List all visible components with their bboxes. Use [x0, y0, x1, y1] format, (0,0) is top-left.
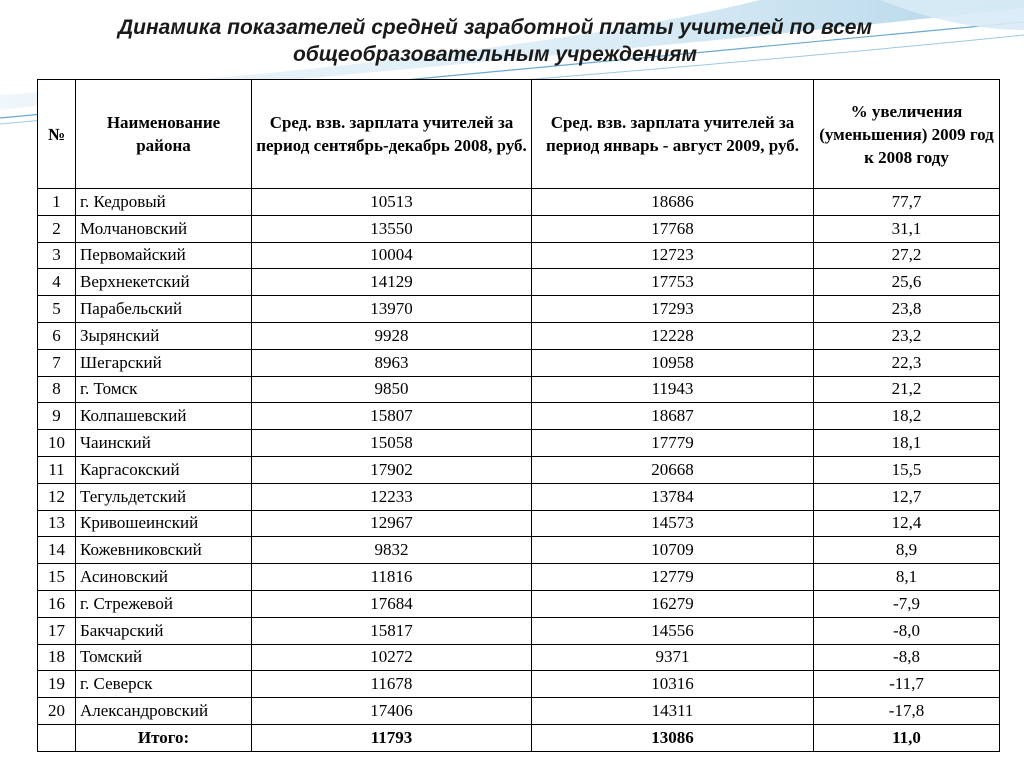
table-row: [38, 510, 1000, 537]
page-title: [60, 14, 930, 68]
salary-2008-cell: 10513: [252, 189, 532, 216]
header-salary-2009: Сред. взв. зарплата учителей за период январь - август 2009, руб.: [532, 80, 814, 189]
percent-change-cell: 18,1: [814, 430, 1000, 457]
salary-table: [37, 79, 1000, 752]
row-number-cell: 6: [38, 322, 76, 349]
row-number-cell: 8: [38, 376, 76, 403]
district-name-cell: Парабельский: [76, 296, 252, 323]
salary-2008-cell: 11678: [252, 671, 532, 698]
district-name-cell: Первомайский: [76, 242, 252, 269]
table-row: [38, 349, 1000, 376]
district-name-cell: Чаинский: [76, 430, 252, 457]
salary-2008-cell: 10004: [252, 242, 532, 269]
percent-change-cell: 12,4: [814, 510, 1000, 537]
table-row: [38, 322, 1000, 349]
table-row: [38, 456, 1000, 483]
district-name-cell: г. Северск: [76, 671, 252, 698]
district-name-cell: Асиновский: [76, 564, 252, 591]
district-name-cell: г. Стрежевой: [76, 590, 252, 617]
district-name-cell: Александровский: [76, 698, 252, 725]
percent-change-cell: 23,8: [814, 296, 1000, 323]
salary-2009-cell: 17779: [532, 430, 814, 457]
row-number-cell: 2: [38, 215, 76, 242]
district-name-cell: Колпашевский: [76, 403, 252, 430]
salary-2009-cell: 12228: [532, 322, 814, 349]
table-row: [38, 296, 1000, 323]
table-row: [38, 671, 1000, 698]
salary-2008-cell: 14129: [252, 269, 532, 296]
district-name-cell: Верхнекетский: [76, 269, 252, 296]
row-number-cell: 5: [38, 296, 76, 323]
salary-2009-cell: 13784: [532, 483, 814, 510]
salary-2009-cell: 20668: [532, 456, 814, 483]
salary-2009-cell: 12779: [532, 564, 814, 591]
title-line-2: общеобразовательным учреждениям: [292, 43, 698, 66]
salary-2008-cell: 12233: [252, 483, 532, 510]
header-salary-2008: Сред. взв. зарплата учителей за период сентябрь-декабрь 2008, руб.: [252, 80, 532, 189]
table-row: [38, 189, 1000, 216]
header-percent-change: % увеличения (уменьшения) 2009 год к 2008 году: [814, 80, 1000, 189]
salary-2008-cell: 13970: [252, 296, 532, 323]
district-name-cell: Каргасокский: [76, 456, 252, 483]
table-row: [38, 564, 1000, 591]
salary-2009-cell: 11943: [532, 376, 814, 403]
percent-change-cell: 22,3: [814, 349, 1000, 376]
salary-2008-cell: 15058: [252, 430, 532, 457]
title-line-1: Динамика показателей средней заработной платы учителей по всем: [117, 16, 872, 39]
salary-2009-cell: 10316: [532, 671, 814, 698]
percent-change-cell: 12,7: [814, 483, 1000, 510]
table-row: [38, 242, 1000, 269]
salary-2008-cell: 11816: [252, 564, 532, 591]
total-salary-2009-cell: 13086: [532, 724, 814, 751]
district-name-cell: Зырянский: [76, 322, 252, 349]
row-number-cell: 13: [38, 510, 76, 537]
percent-change-cell: 8,1: [814, 564, 1000, 591]
percent-change-cell: -17,8: [814, 698, 1000, 725]
salary-2008-cell: 10272: [252, 644, 532, 671]
row-number-cell: 1: [38, 189, 76, 216]
row-number-cell: 7: [38, 349, 76, 376]
district-name-cell: Молчановский: [76, 215, 252, 242]
salary-2009-cell: 18687: [532, 403, 814, 430]
row-number-cell: 12: [38, 483, 76, 510]
row-number-cell: 20: [38, 698, 76, 725]
district-name-cell: Кожевниковский: [76, 537, 252, 564]
percent-change-cell: 18,2: [814, 403, 1000, 430]
total-row-number-cell: [38, 724, 76, 751]
percent-change-cell: 31,1: [814, 215, 1000, 242]
table-row: [38, 376, 1000, 403]
percent-change-cell: 25,6: [814, 269, 1000, 296]
salary-2009-cell: 10958: [532, 349, 814, 376]
table-header-row: [38, 80, 1000, 189]
district-name-cell: Кривошеинский: [76, 510, 252, 537]
salary-2008-cell: 15807: [252, 403, 532, 430]
row-number-cell: 14: [38, 537, 76, 564]
row-number-cell: 11: [38, 456, 76, 483]
salary-2008-cell: 17684: [252, 590, 532, 617]
district-name-cell: г. Томск: [76, 376, 252, 403]
salary-2009-cell: 14573: [532, 510, 814, 537]
percent-change-cell: 77,7: [814, 189, 1000, 216]
district-name-cell: Томский: [76, 644, 252, 671]
row-number-cell: 3: [38, 242, 76, 269]
total-district-name-cell: Итого:: [76, 724, 252, 751]
table-total-row: [38, 724, 1000, 751]
table-row: [38, 590, 1000, 617]
row-number-cell: 4: [38, 269, 76, 296]
salary-2009-cell: 14311: [532, 698, 814, 725]
salary-2009-cell: 16279: [532, 590, 814, 617]
table-row: [38, 698, 1000, 725]
row-number-cell: 15: [38, 564, 76, 591]
row-number-cell: 10: [38, 430, 76, 457]
salary-2009-cell: 17293: [532, 296, 814, 323]
salary-2009-cell: 17768: [532, 215, 814, 242]
district-name-cell: г. Кедровый: [76, 189, 252, 216]
percent-change-cell: -8,8: [814, 644, 1000, 671]
row-number-cell: 17: [38, 617, 76, 644]
salary-2009-cell: 9371: [532, 644, 814, 671]
salary-2008-cell: 15817: [252, 617, 532, 644]
table-row: [38, 644, 1000, 671]
district-name-cell: Тегульдетский: [76, 483, 252, 510]
percent-change-cell: -8,0: [814, 617, 1000, 644]
row-number-cell: 19: [38, 671, 76, 698]
total-percent-change-cell: 11,0: [814, 724, 1000, 751]
table-row: [38, 269, 1000, 296]
total-salary-2008-cell: 11793: [252, 724, 532, 751]
percent-change-cell: 27,2: [814, 242, 1000, 269]
salary-2008-cell: 13550: [252, 215, 532, 242]
salary-2008-cell: 17902: [252, 456, 532, 483]
percent-change-cell: 8,9: [814, 537, 1000, 564]
header-district: Наименование района: [76, 80, 252, 189]
salary-2008-cell: 9850: [252, 376, 532, 403]
table-row: [38, 617, 1000, 644]
percent-change-cell: 23,2: [814, 322, 1000, 349]
table-row: [38, 430, 1000, 457]
percent-change-cell: -11,7: [814, 671, 1000, 698]
row-number-cell: 16: [38, 590, 76, 617]
salary-2008-cell: 9832: [252, 537, 532, 564]
row-number-cell: 18: [38, 644, 76, 671]
percent-change-cell: 15,5: [814, 456, 1000, 483]
district-name-cell: Шегарский: [76, 349, 252, 376]
salary-2009-cell: 14556: [532, 617, 814, 644]
row-number-cell: 9: [38, 403, 76, 430]
table-row: [38, 483, 1000, 510]
salary-2009-cell: 18686: [532, 189, 814, 216]
salary-2009-cell: 10709: [532, 537, 814, 564]
salary-2009-cell: 17753: [532, 269, 814, 296]
salary-2009-cell: 12723: [532, 242, 814, 269]
percent-change-cell: -7,9: [814, 590, 1000, 617]
district-name-cell: Бакчарский: [76, 617, 252, 644]
header-num: №: [38, 80, 76, 189]
table-row: [38, 403, 1000, 430]
percent-change-cell: 21,2: [814, 376, 1000, 403]
salary-2008-cell: 17406: [252, 698, 532, 725]
salary-2008-cell: 9928: [252, 322, 532, 349]
table-row: [38, 537, 1000, 564]
salary-2008-cell: 8963: [252, 349, 532, 376]
table-row: [38, 215, 1000, 242]
salary-2008-cell: 12967: [252, 510, 532, 537]
